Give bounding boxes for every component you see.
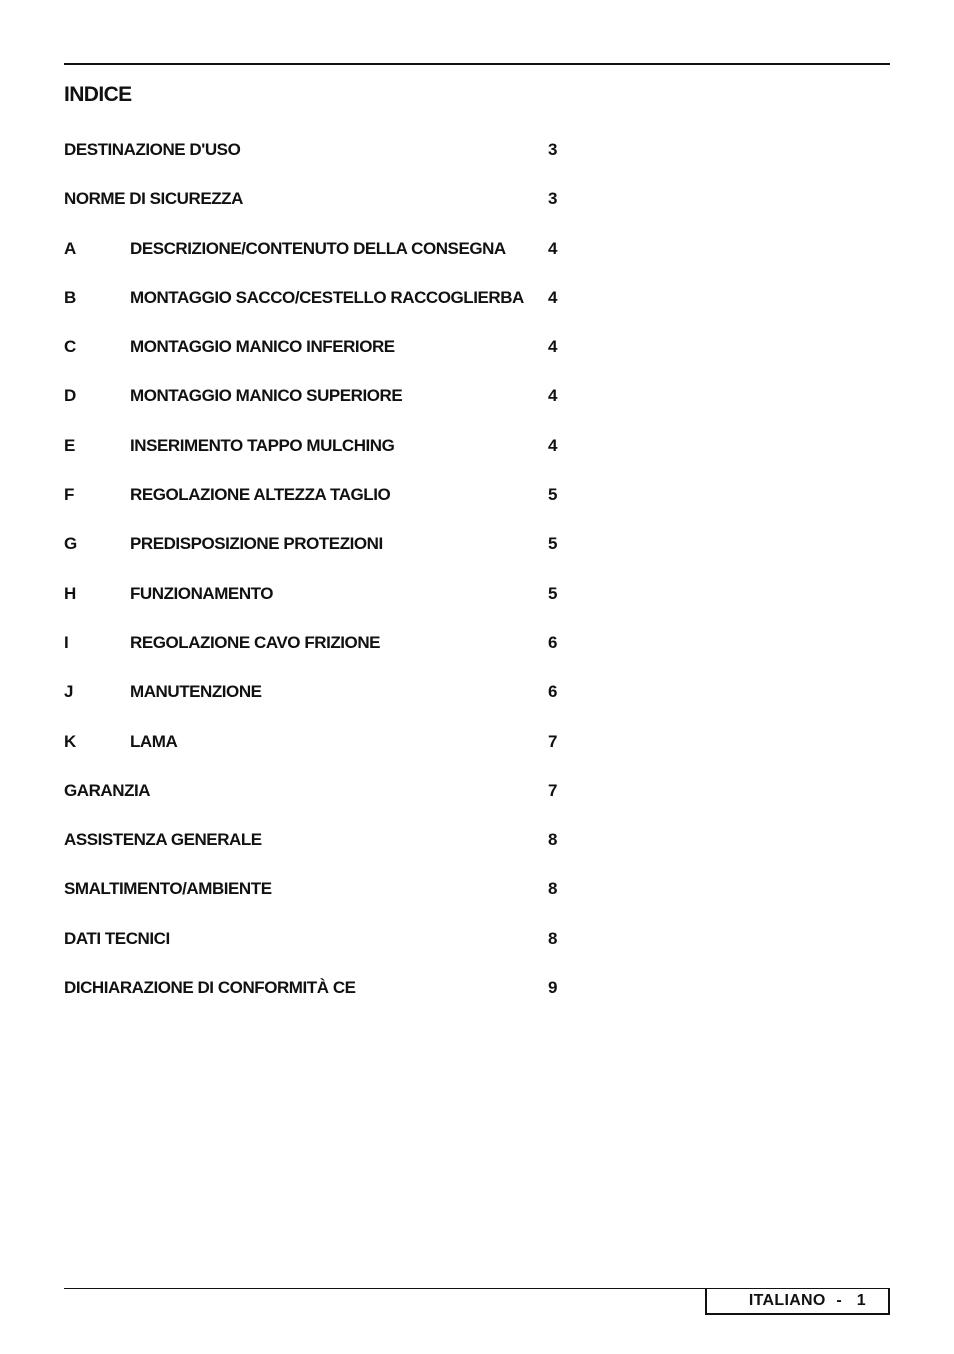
- toc-entry: [64, 971, 574, 1020]
- toc-entry: [64, 675, 574, 724]
- toc-entry-letter: B: [64, 287, 76, 307]
- toc-entry-title: FUNZIONAMENTO: [130, 583, 274, 603]
- toc-entry-letter: C: [64, 337, 76, 357]
- toc-entry-title: ASSISTENZA GENERALE: [64, 830, 262, 850]
- toc-entry-page-number: 5: [548, 583, 558, 603]
- toc-entry-title: REGOLAZIONE CAVO FRIZIONE: [130, 632, 381, 652]
- toc-entry-page-number: 7: [548, 731, 558, 751]
- toc-entry-page-number: 5: [548, 534, 558, 554]
- toc-entry-page-number: 3: [548, 140, 558, 159]
- toc-entry-letter: J: [64, 682, 74, 702]
- toc-entry-letter: I: [64, 632, 69, 652]
- toc-entry-title: DESCRIZIONE/CONTENUTO DELLA CONSEGNA: [130, 238, 506, 258]
- toc-entry: [64, 133, 574, 182]
- toc-entry: [64, 774, 574, 823]
- toc-entry-page-number: 4: [548, 435, 558, 455]
- toc-entry-letter: K: [64, 731, 76, 751]
- toc-entry-title: DESTINAZIONE D'USO: [64, 140, 241, 159]
- toc-entry: [64, 872, 574, 921]
- footer-page-number: 1: [856, 1292, 866, 1309]
- toc-entry-letter: A: [64, 238, 76, 258]
- toc-entry-page-number: 4: [548, 238, 558, 258]
- toc-entry-page-number: 6: [548, 682, 558, 702]
- footer-language: ITALIANO: [748, 1292, 826, 1309]
- toc-entry-page-number: 8: [548, 879, 558, 899]
- toc-entry-title: REGOLAZIONE ALTEZZA TAGLIO: [130, 485, 391, 505]
- toc-entry-title: MONTAGGIO MANICO INFERIORE: [130, 337, 395, 357]
- toc-entry-letter: F: [64, 485, 74, 505]
- toc-entry: [64, 626, 574, 675]
- toc-entry: [64, 182, 574, 231]
- toc-entry-page-number: 4: [548, 287, 558, 307]
- toc-entry: [64, 577, 574, 626]
- toc-entry: [64, 527, 574, 576]
- toc-entry-page-number: 6: [548, 632, 558, 652]
- toc-entry-title: DATI TECNICI: [64, 928, 170, 948]
- toc-entry: [64, 379, 574, 428]
- toc-entry-page-number: 3: [548, 189, 558, 209]
- toc-entry-page-number: 7: [548, 780, 558, 800]
- toc-entry-letter: G: [64, 534, 77, 554]
- toc-entry: [64, 823, 574, 872]
- toc-entry-page-number: 8: [548, 830, 558, 850]
- toc-entry-title: DICHIARAZIONE DI CONFORMITÀ CE: [64, 978, 356, 998]
- toc-entry: [64, 922, 574, 971]
- toc-entry: [64, 725, 574, 774]
- toc-entry: [64, 281, 574, 330]
- toc-entry-title: MANUTENZIONE: [130, 682, 262, 702]
- table-of-contents: [64, 133, 574, 1020]
- toc-entry: [64, 232, 574, 281]
- footer-page-label: [705, 1289, 890, 1315]
- toc-entry-title: MONTAGGIO SACCO/CESTELLO RACCOGLIERBA: [130, 287, 524, 307]
- toc-entry: [64, 330, 574, 379]
- toc-entry: [64, 429, 574, 478]
- toc-entry-page-number: 9: [548, 978, 558, 998]
- toc-entry-letter: E: [64, 435, 75, 455]
- toc-entry-title: SMALTIMENTO/AMBIENTE: [64, 879, 272, 899]
- toc-entry-title: NORME DI SICUREZZA: [64, 189, 243, 209]
- toc-entry-title: MONTAGGIO MANICO SUPERIORE: [130, 386, 403, 406]
- page-title: INDICE: [64, 83, 132, 106]
- footer-separator: -: [836, 1292, 843, 1309]
- toc-entry-title: INSERIMENTO TAPPO MULCHING: [130, 435, 395, 455]
- toc-entry-title: PREDISPOSIZIONE PROTEZIONI: [130, 534, 383, 554]
- toc-entry-page-number: 4: [548, 386, 558, 406]
- header-rule: [64, 63, 890, 65]
- toc-entry-title: GARANZIA: [64, 780, 151, 800]
- toc-entry-letter: H: [64, 583, 76, 603]
- toc-entry-page-number: 4: [548, 337, 558, 357]
- toc-entry-page-number: 8: [548, 928, 558, 948]
- toc-entry-page-number: 5: [548, 485, 558, 505]
- toc-entry-letter: D: [64, 386, 76, 406]
- toc-entry: [64, 478, 574, 527]
- toc-entry-title: LAMA: [130, 731, 178, 751]
